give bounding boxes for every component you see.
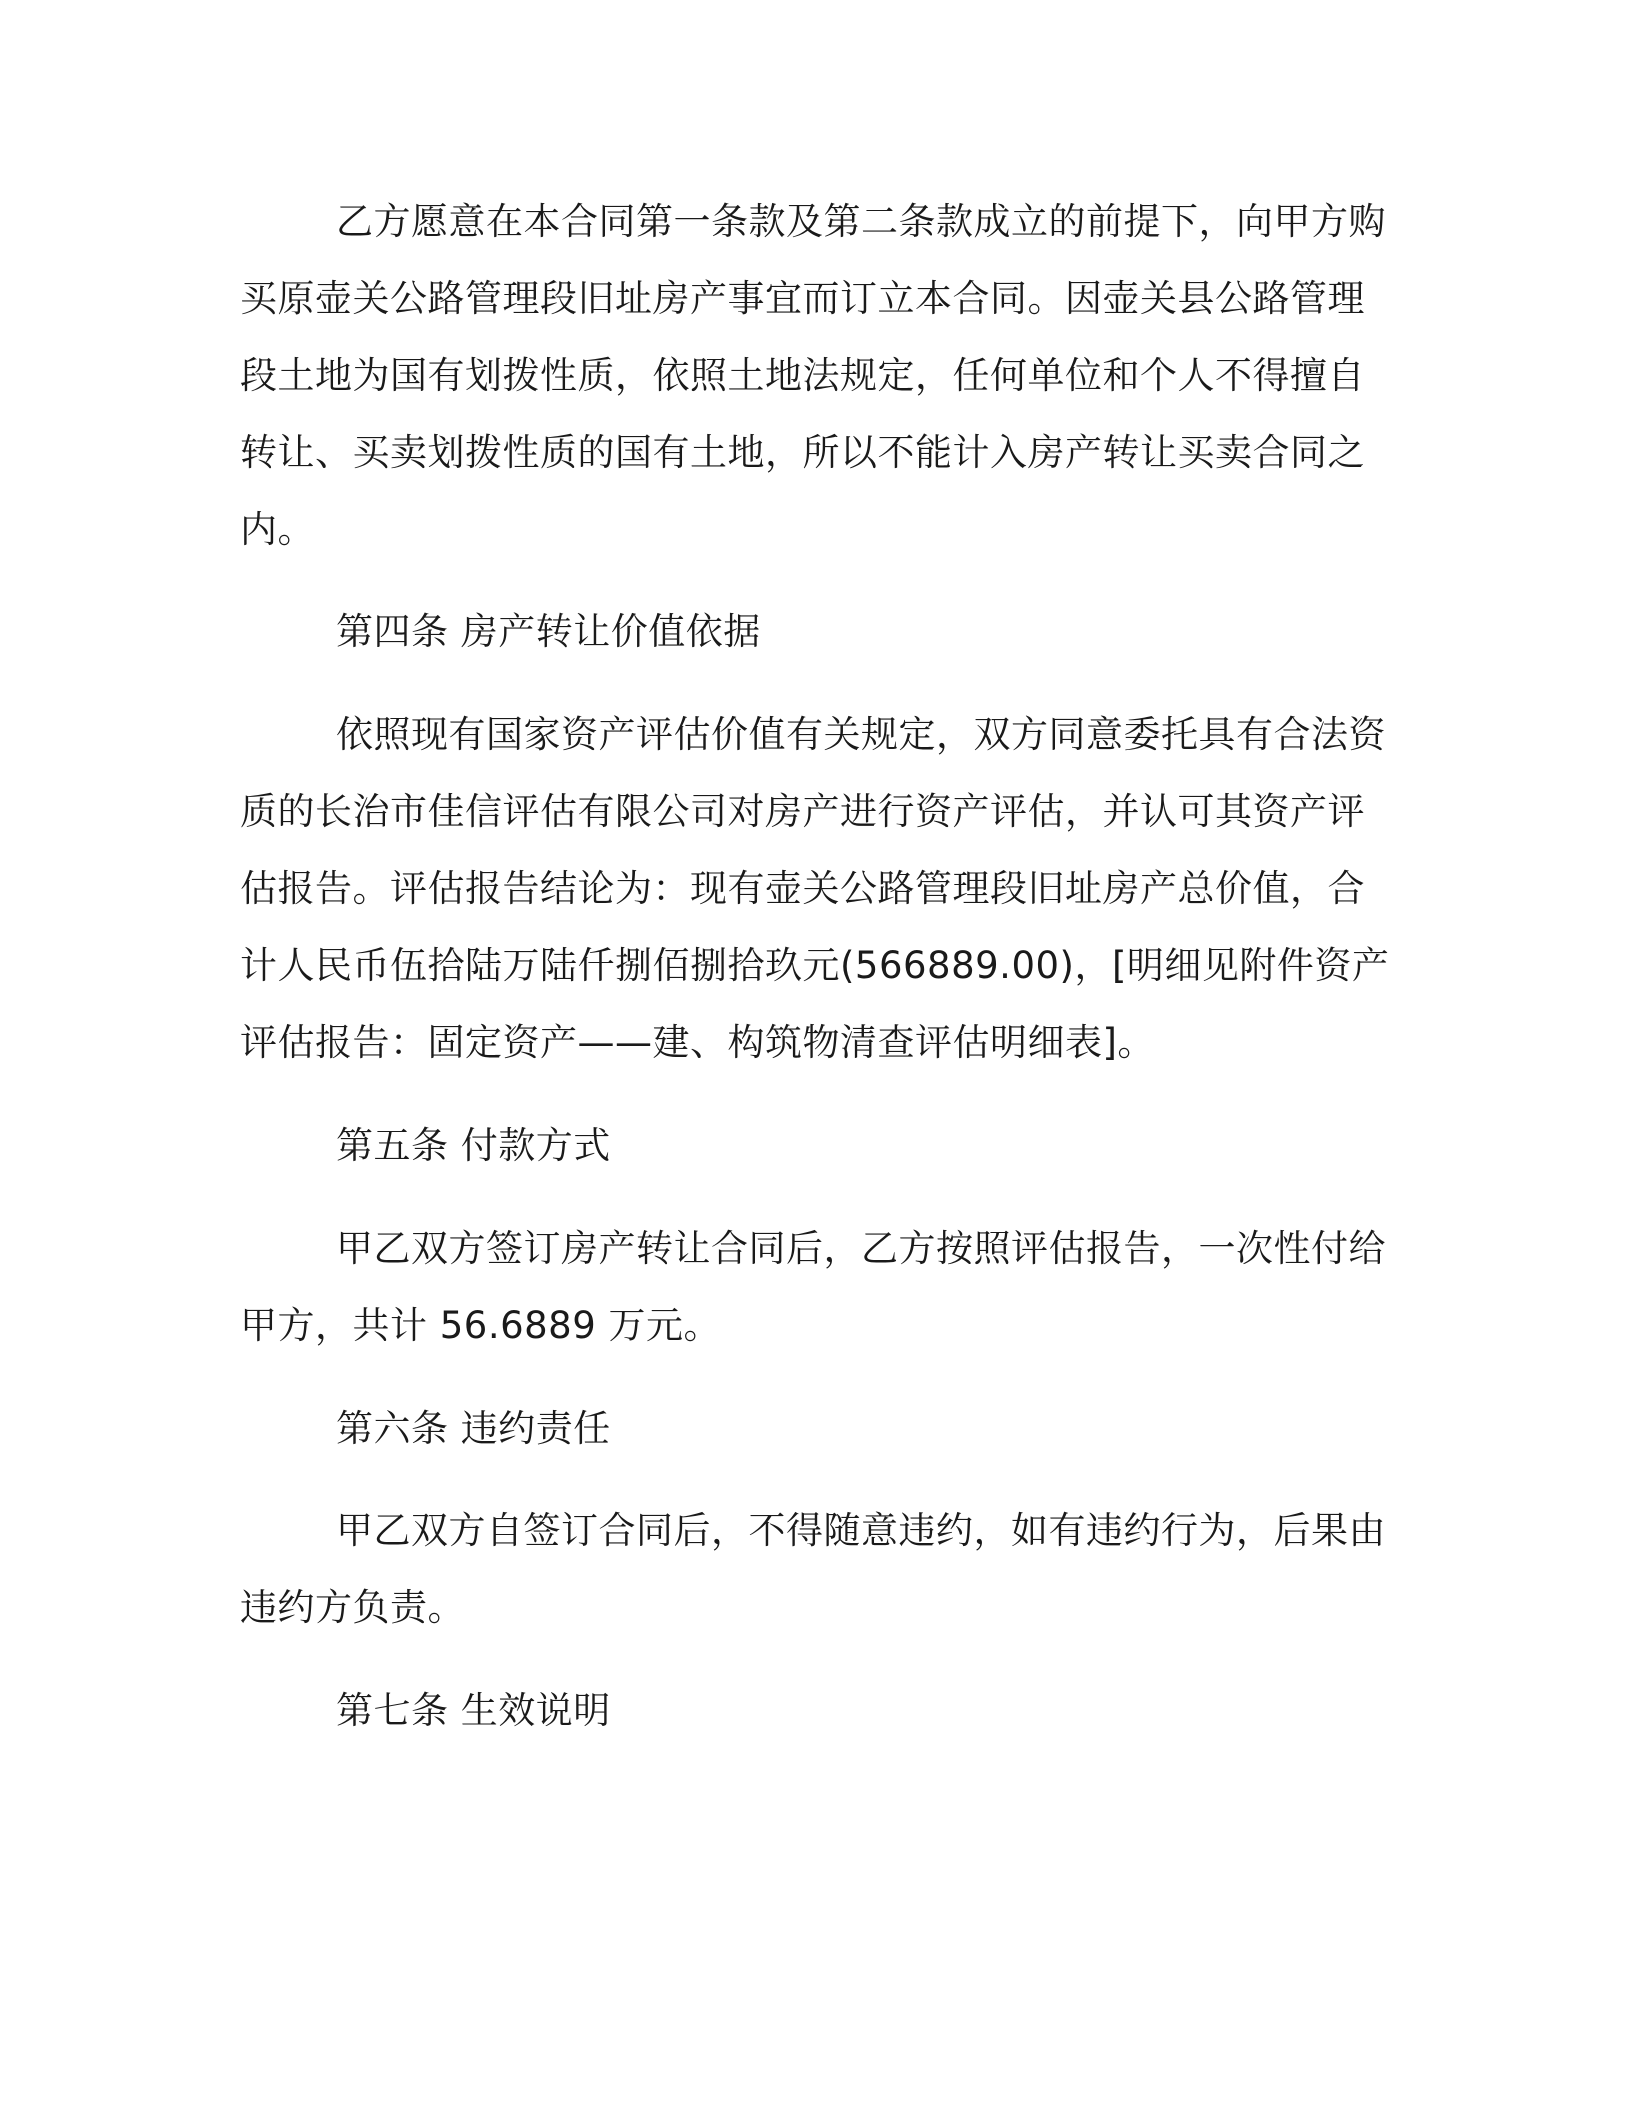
- paragraph-purchase-intent: [240, 183, 1386, 568]
- heading-text: 第六条 违约责任: [336, 1407, 611, 1450]
- paragraph-line: 违约方负责。: [240, 1586, 465, 1629]
- paragraph-payment-method: [240, 1210, 1386, 1364]
- paragraph-line: 甲乙双方自签订合同后，不得随意违约，如有违约行为，后果由: [336, 1509, 1386, 1552]
- paragraph-breach-liability: [240, 1492, 1386, 1646]
- paragraph-valuation-basis: [240, 696, 1390, 1081]
- heading-text: 第七条 生效说明: [336, 1689, 611, 1732]
- paragraph-line: 内。: [240, 508, 315, 551]
- paragraph-line: 质的长治市佳信评估有限公司对房产进行资产评估，并认可其资产评: [240, 790, 1365, 833]
- heading-text: 第五条 付款方式: [336, 1124, 611, 1167]
- article-4-heading: [240, 593, 1380, 670]
- paragraph-line: 估报告。评估报告结论为：现有壶关公路管理段旧址房产总价值，合: [240, 867, 1365, 910]
- heading-text: 第四条 房产转让价值依据: [336, 610, 761, 653]
- article-5-heading: [240, 1107, 1380, 1184]
- article-7-heading: [240, 1672, 1380, 1749]
- paragraph-line: 转让、买卖划拨性质的国有土地，所以不能计入房产转让买卖合同之: [240, 431, 1365, 474]
- paragraph-line: 依照现有国家资产评估价值有关规定，双方同意委托具有合法资: [336, 713, 1386, 756]
- paragraph-line: 评估报告：固定资产——建、构筑物清查评估明细表]。: [240, 1021, 1155, 1064]
- paragraph-line: 计人民币伍拾陆万陆仟捌佰捌拾玖元(566889.00)，[明细见附件资产: [240, 944, 1390, 987]
- paragraph-line: 买原壶关公路管理段旧址房产事宜而订立本合同。因壶关县公路管理: [240, 277, 1365, 320]
- article-6-heading: [240, 1390, 1380, 1467]
- paragraph-line: 甲方，共计 56.6889 万元。: [240, 1304, 722, 1347]
- paragraph-line: 乙方愿意在本合同第一条款及第二条款成立的前提下，向甲方购: [336, 200, 1386, 243]
- paragraph-line: 甲乙双方签订房产转让合同后，乙方按照评估报告，一次性付给: [336, 1227, 1386, 1270]
- paragraph-line: 段土地为国有划拨性质，依照土地法规定，任何单位和个人不得擅自: [240, 354, 1365, 397]
